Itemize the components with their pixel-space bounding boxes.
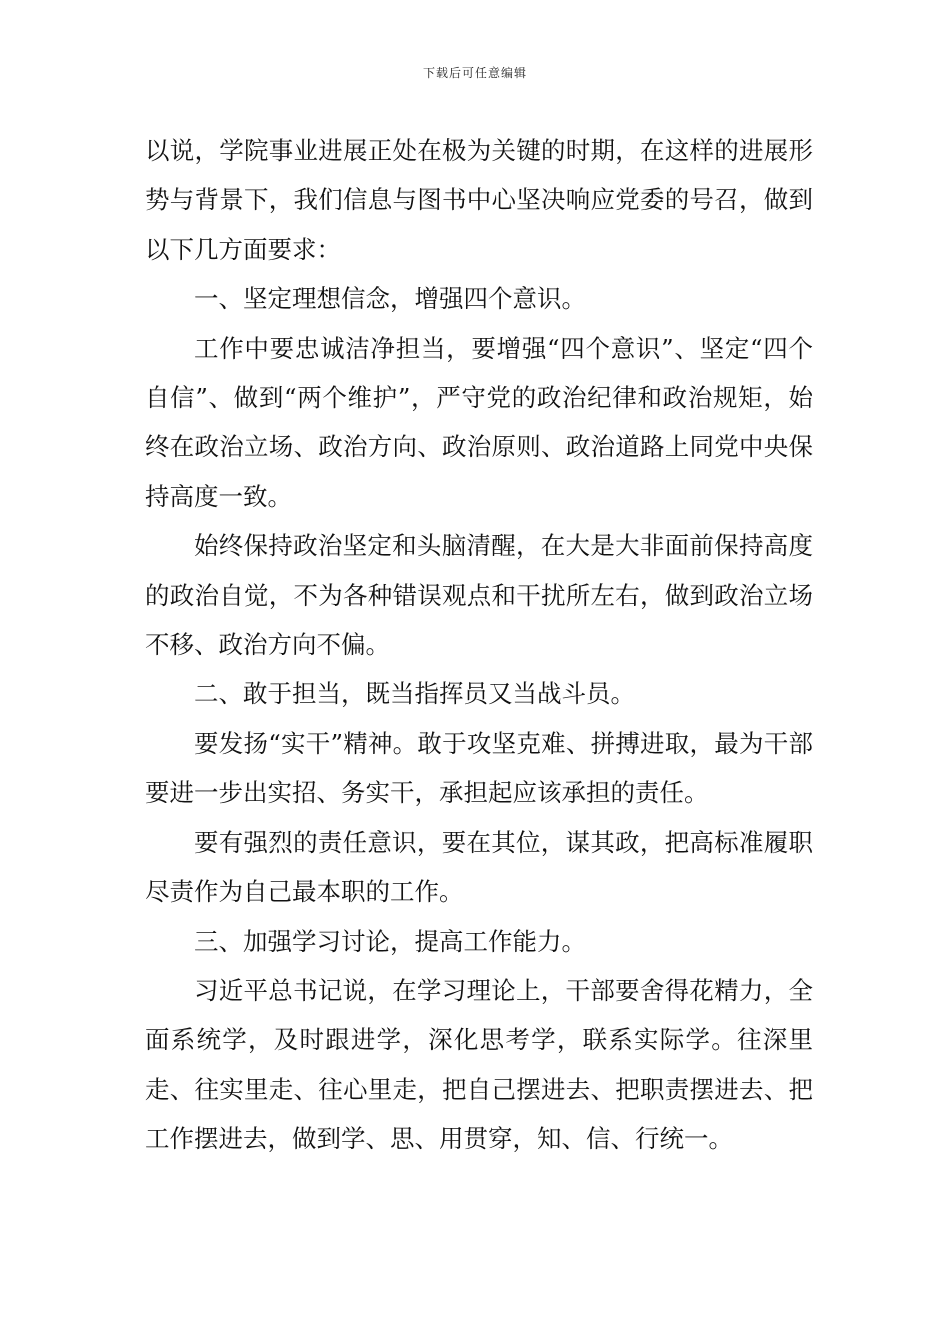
section-heading-1: 一、坚定理想信念，增强四个意识。 (194, 284, 586, 314)
paragraph: 要有强烈的责任意识，要在其位，谋其政，把高标准履职尽责作为自己最本职的工作。 (145, 827, 813, 907)
paragraph: 习近平总书记说，在学习理论上，干部要舍得花精力，全面系统学，及时跟进学，深化思考学，联系实际学。往深里走、往实里走、往心里走，把自己摆进去、把职责摆进去、把工作摆进去，做到学、思、用贯穿，知、信、行统一。 (145, 975, 813, 1154)
paragraph: 始终保持政治坚定和头脑清醒，在大是大非面前保持高度的政治自觉，不为各种错误观点和干扰所左右，做到政治立场不移、政治方向不偏。 (145, 531, 813, 660)
paragraph: 工作中要忠诚洁净担当，要增强“四个意识”、坚定“四个自信”、做到“两个维护”，严守党的政治纪律和政治规矩，始终在政治立场、政治方向、政治原则、政治道路上同党中央保持高度一致。 (145, 333, 813, 511)
section-heading-2: 二、敢于担当，既当指挥员又当战斗员。 (194, 679, 635, 709)
page-header: 下载后可任意编辑 (422, 66, 527, 80)
paragraph: 要发扬“实干”精神。敢于攻坚克难、拼搏进取，最为干部要进一步出实招、务实干，承担起应该承担的责任。 (145, 728, 813, 808)
paragraph-continuation: 以说，学院事业进展正处在极为关键的时期，在这样的进展形势与背景下，我们信息与图书中心坚决响应党委的号召，做到以下几方面要求： (145, 136, 813, 264)
document-body (145, 126, 813, 1164)
section-heading-3: 三、加强学习讨论，提高工作能力。 (194, 926, 586, 956)
